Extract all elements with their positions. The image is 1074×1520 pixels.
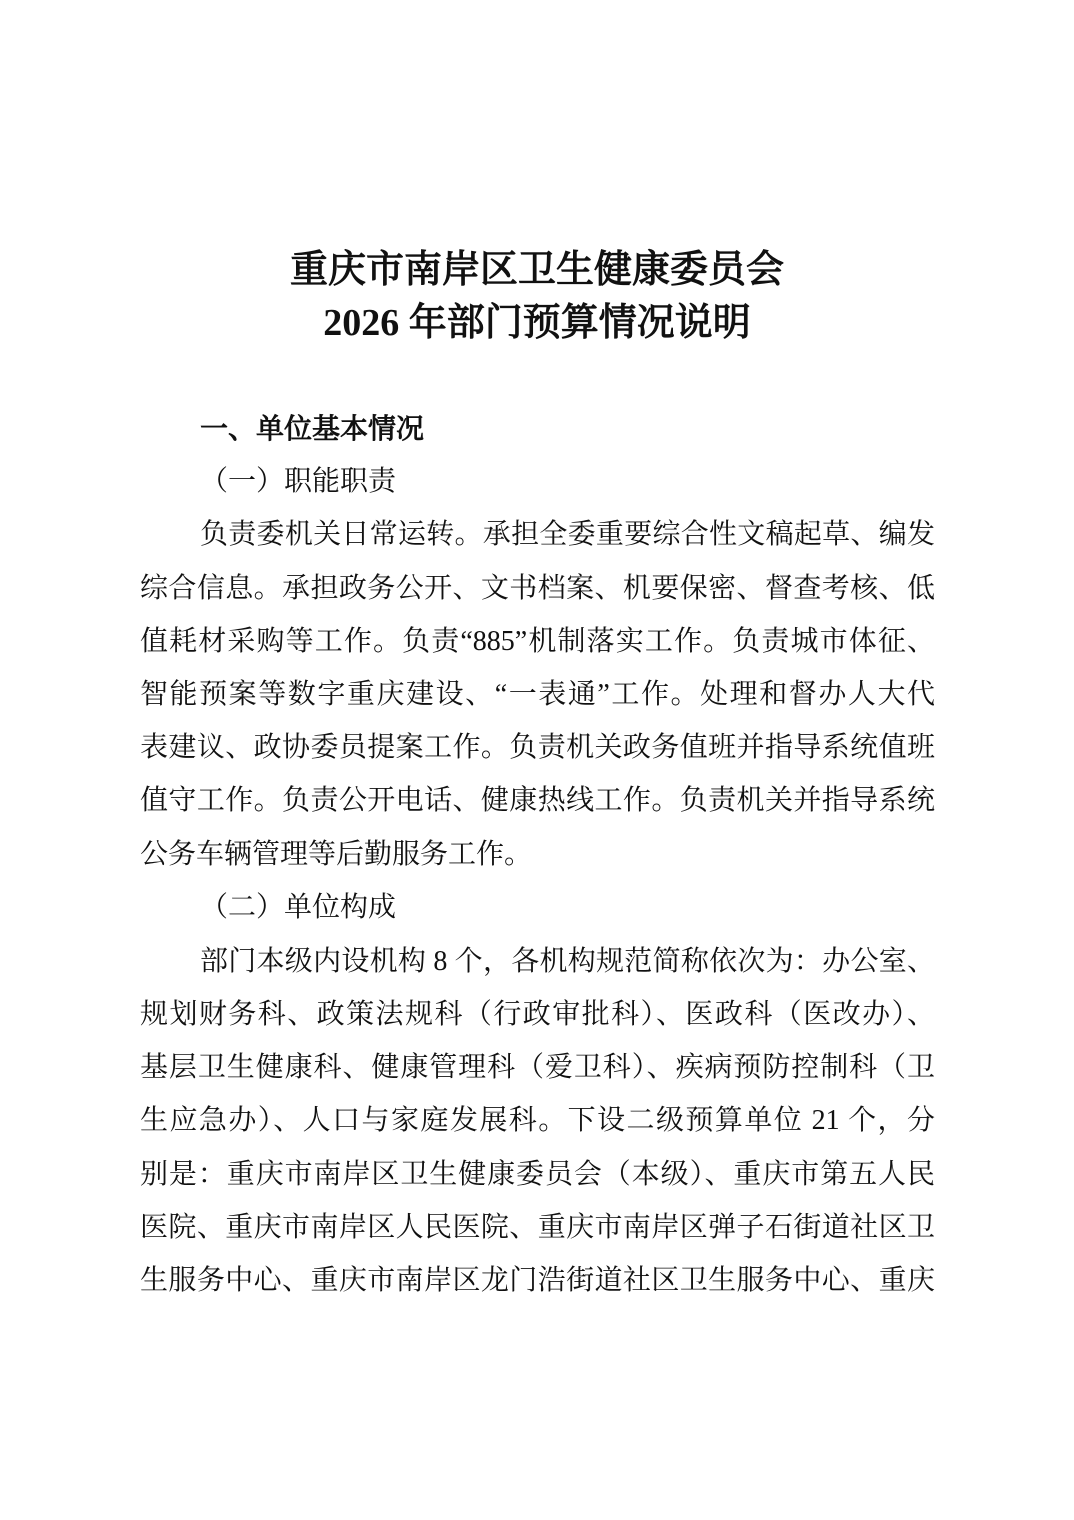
paragraph-line: 别是：重庆市南岸区卫生健康委员会（本级）、重庆市第五人民 — [140, 1159, 935, 1190]
paragraph-line: 智能预案等数字重庆建设、“一表通”工作。处理和督办人大代 — [140, 679, 935, 710]
section-heading: 一、单位基本情况 — [200, 414, 425, 445]
paragraph-line: 生应急办）、人口与家庭发展科。下设二级预算单位 21 个，分 — [140, 1105, 935, 1136]
paragraph-line: 医院、重庆市南岸区人民医院、重庆市南岸区弹子石街道社区卫 — [140, 1212, 935, 1243]
paragraph-line: 生服务中心、重庆市南岸区龙门浩街道社区卫生服务中心、重庆 — [140, 1265, 935, 1296]
paragraph-line: 表建议、政协委员提案工作。负责机关政务值班并指导系统值班 — [140, 732, 935, 763]
paragraph-line: 值耗材采购等工作。负责“885”机制落实工作。负责城市体征、 — [140, 626, 935, 657]
subsection-heading-composition: （二）单位构成 — [200, 892, 397, 923]
paragraph-line: 公务车辆管理等后勤服务工作。 — [140, 839, 533, 870]
paragraph-line: 值守工作。负责公开电话、健康热线工作。负责机关并指导系统 — [140, 785, 935, 816]
document-title-line2: 2026 年部门预算情况说明 — [323, 302, 751, 344]
paragraph-line: 综合信息。承担政务公开、文书档案、机要保密、督查考核、低 — [140, 573, 935, 604]
paragraph-line: 部门本级内设机构 8 个，各机构规范简称依次为：办公室、 — [200, 946, 935, 977]
paragraph-line: 规划财务科、政策法规科（行政审批科）、医政科（医改办）、 — [140, 999, 935, 1030]
subsection-heading-duties: （一）职能职责 — [200, 466, 397, 497]
paragraph-line: 基层卫生健康科、健康管理科（爱卫科）、疾病预防控制科（卫 — [140, 1052, 935, 1083]
paragraph-line: 负责委机关日常运转。承担全委重要综合性文稿起草、编发 — [200, 519, 935, 550]
document-title-line1: 重庆市南岸区卫生健康委员会 — [289, 249, 784, 291]
